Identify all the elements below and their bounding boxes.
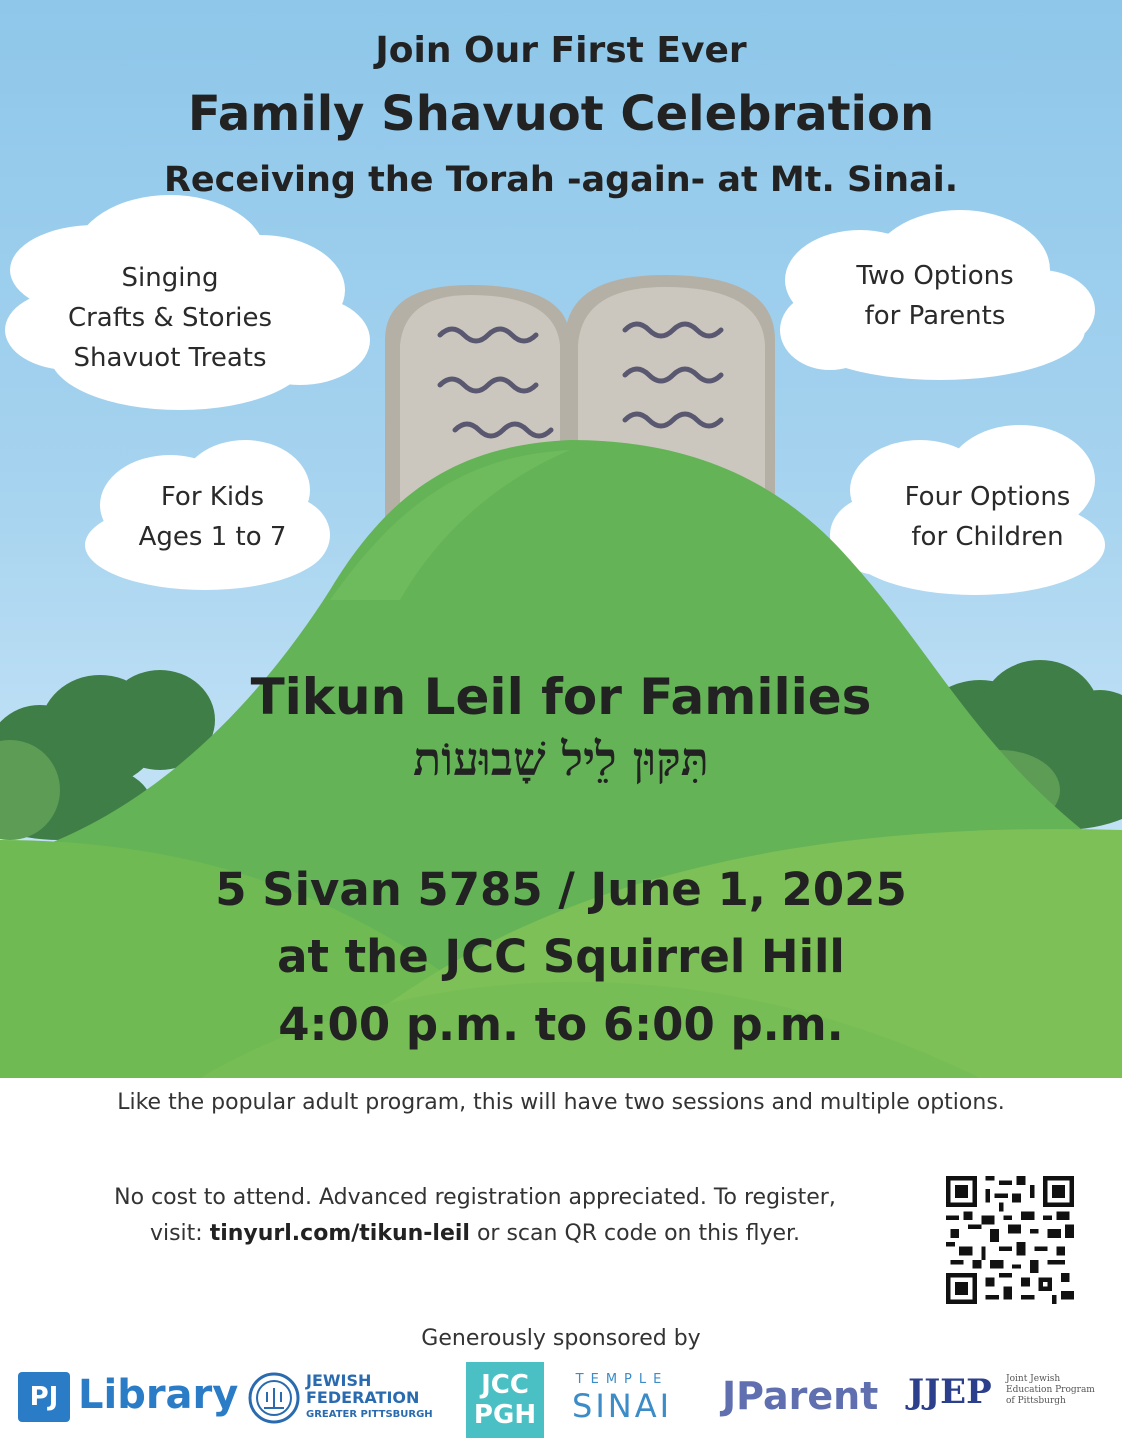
jf-line1: JEWISH [306,1371,372,1390]
kids-line1: For Kids [160,482,265,512]
registration-link[interactable]: tinyurl.com/tikun-leil [209,1221,470,1246]
jf-line2: FEDERATION [306,1388,420,1407]
jcc-line2: PGH [473,1400,537,1430]
event-title-hebrew: תִּקּוּן לֵיל שָׁבוּעוֹת [413,732,709,786]
event-title: Tikun Leil for Families [250,668,872,726]
registration-info [30,1180,920,1252]
registration-line1: No cost to attend. Advanced registration appreciated. To register, [114,1185,836,1210]
kids-line2: Ages 1 to 7 [138,522,287,552]
parents-line1: Two Options [856,261,1014,291]
pj-library-logo-box: PJ [18,1372,70,1422]
activity-singing: Singing [121,263,219,293]
children-line1: Four Options [904,482,1071,512]
jjep-logo: JJEP [908,1372,992,1412]
registration-tail: or scan QR code on this flyer. [476,1221,801,1246]
event-venue: at the JCC Squirrel Hill [277,930,845,983]
temple-line1: TEMPLE [575,1372,669,1387]
pj-library-logo-text: Library [78,1372,239,1418]
cloud-text-children [880,477,1095,557]
cloud-text-parents [820,256,1050,336]
activity-crafts: Crafts & Stories [67,303,273,333]
qr-code[interactable] [946,1176,1074,1304]
jparent-logo: JParent [722,1374,879,1418]
event-time: 4:00 p.m. to 6:00 p.m. [278,998,844,1051]
jcc-pgh-logo [466,1362,544,1438]
cloud-text-activities [40,258,300,378]
jjep-logo-subtitle: Joint Jewish Education Program of Pittsburgh [1006,1374,1095,1406]
jf-line3: GREATER PITTSBURGH [306,1409,433,1420]
subtitle: Receiving the Torah -again- at Mt. Sinai. [163,160,958,200]
temple-sinai-logo [572,1372,672,1425]
jewish-federation-logo-icon [248,1372,300,1424]
children-line2: for Children [911,522,1064,552]
jcc-line1: JCC [481,1370,529,1400]
activity-treats: Shavuot Treats [73,343,267,373]
cloud-text-kids [110,477,315,557]
temple-line2: SINAI [572,1387,673,1425]
intro-heading: Join Our First Ever [375,30,747,71]
sponsors-heading: Generously sponsored by [421,1326,701,1351]
parents-line2: for Parents [864,301,1006,331]
program-note: Like the popular adult program, this will have two sessions and multiple options. [117,1090,1005,1115]
jewish-federation-logo-text [306,1372,433,1423]
event-date: 5 Sivan 5785 / June 1, 2025 [215,863,907,916]
registration-line2 [30,1216,920,1252]
registration-visit: visit: [149,1221,203,1246]
main-title: Family Shavuot Celebration [187,86,935,142]
